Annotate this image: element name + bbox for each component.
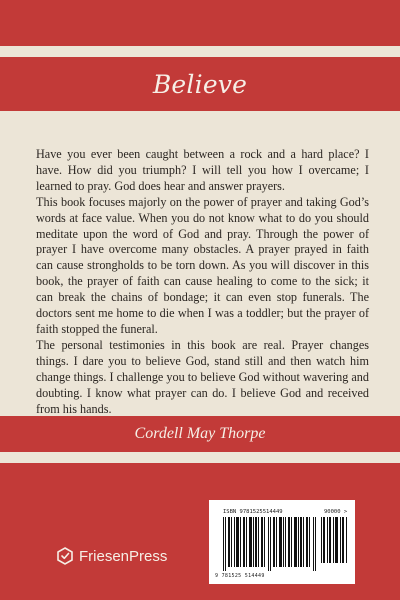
blurb-paragraph-1: Have you ever been caught between a rock and a hard place? I have. How did you triumph? I will tell you how I overcame; I learned to pray. God does hear and answer prayers.: [36, 147, 369, 193]
top-red-band: [0, 0, 400, 46]
isbn-barcode: [209, 500, 355, 584]
blurb-paragraph-2: This book focuses majorly on the power of prayer and taking God’s words at face value. When you do not know what to do you should meditate upon the word of God and pray. Through the power of prayer I have overcome many obstacles. A prayer prayed in faith can cause strongholds to be torn down. As you will discover in this book, the prayer of faith can cause healing to come to the sick; it can break the chains of bondage; it can even stop funerals. The doctors sent me home to die when I was a toddler; but the prayer of faith stopped the funeral.: [36, 194, 369, 336]
barcode-bars: [223, 517, 317, 571]
friesenpress-logo-icon: [57, 547, 73, 565]
isbn-label: ISBN 9781525514449: [223, 509, 283, 515]
blurb-paragraph-3: The personal testimonies in this book are real. Prayer changes things. I dare you to believe God, stand still and then watch him change things. I challenge you to believe God without wavering and doubting. I know what prayer can do. I believe God and received from his hands.: [36, 337, 369, 416]
publisher-logo: [57, 547, 167, 565]
author-name: Cordell May Thorpe: [134, 425, 266, 442]
book-title: Believe: [152, 69, 248, 99]
price-code: 90000 >: [324, 509, 348, 515]
price-barcode-bars: [321, 517, 349, 563]
publisher-name: FriesenPress: [79, 547, 168, 565]
blurb-text: [36, 147, 369, 417]
title-band: [0, 57, 400, 111]
author-band: [0, 416, 400, 452]
isbn-digits: 9 781525 514449: [215, 573, 265, 579]
